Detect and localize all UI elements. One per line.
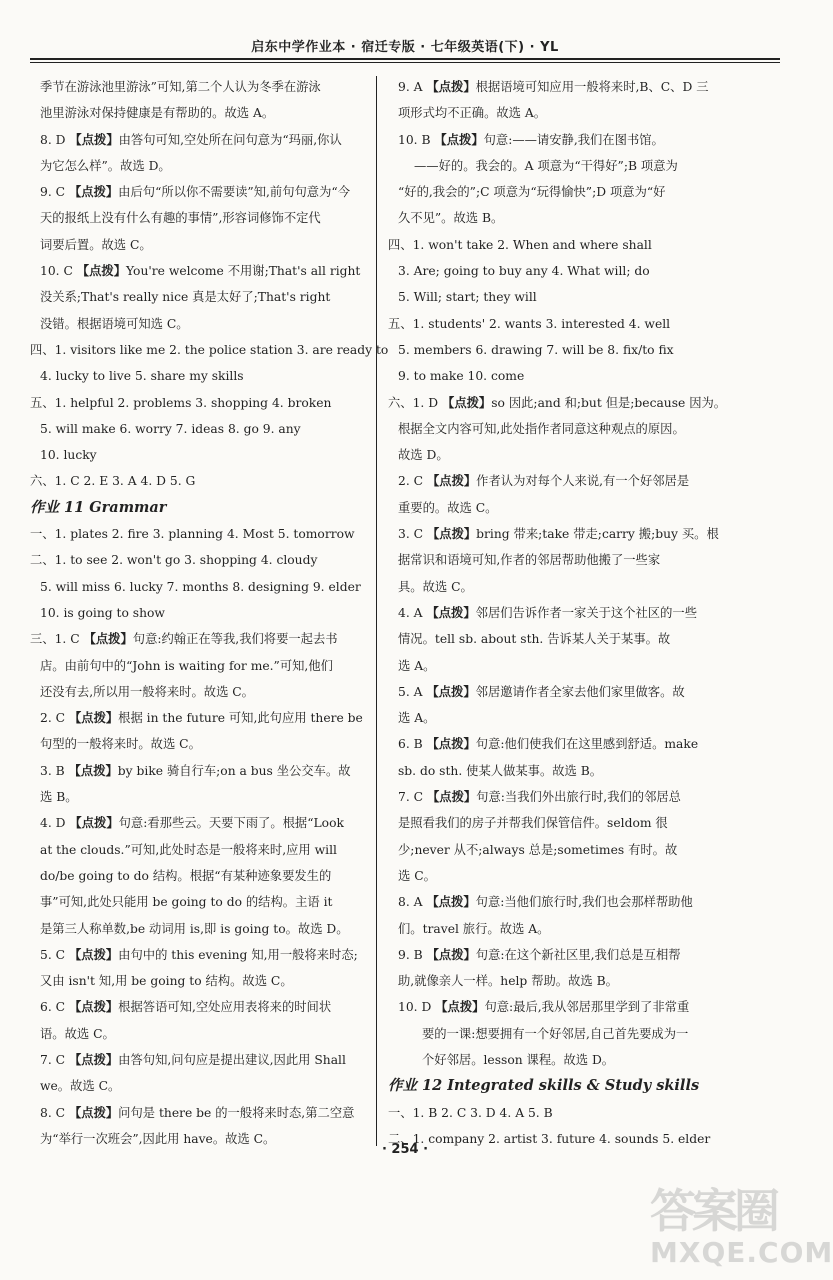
hint-tag: 【点拨】 [426, 80, 476, 94]
answer-line: 5. will miss 6. lucky 7. months 8. designing 9. elder [40, 579, 361, 594]
hint-tag: 【点拨】 [426, 895, 476, 910]
running-header: 启东中学作业本 · 宿迁专版 · 七年级英语(下) · YL [251, 40, 559, 55]
answer-line: 还没有去,所以用一般将来时。故选 C。 [40, 684, 254, 699]
answer-line: 词要后置。故选 C。 [40, 237, 152, 252]
answer-line: 9. B 【点拨】句意:在这个新社区里,我们总是互相帮 [398, 947, 681, 962]
answer-line: 5. will make 6. worry 7. ideas 8. go 9. any [40, 421, 301, 436]
answer-line: 10. D 【点拨】句意:最后,我从邻居那里学到了非常重 [398, 1000, 690, 1015]
answer-line: 10. lucky [40, 448, 97, 463]
answer-line: 助,就像亲人一样。help 帮助。故选 B。 [398, 974, 618, 989]
answer-line: 7. C 【点拨】由答句知,问句应是提出建议,因此用 Shall [40, 1052, 346, 1067]
answer-line: 为它怎么样”。故选 D。 [40, 158, 171, 173]
answer-line: 故选 D。 [398, 448, 449, 463]
hint-tag: 【点拨】 [426, 605, 476, 620]
answer-line: 3. C 【点拨】bring 带来;take 带走;carry 搬;buy 买。根 [398, 527, 719, 542]
answer-line: 项形式均不正确。故选 A。 [398, 106, 547, 121]
left-column [30, 74, 389, 1152]
answer-line: 9. C 【点拨】由后句“所以你不需要读”知,前句句意为“今 [40, 185, 350, 200]
hint-tag: 【点拨】 [434, 132, 484, 147]
page-number: · 254 · [381, 1142, 429, 1157]
answer-line: 久不见”。故选 B。 [398, 211, 504, 226]
answer-line: 据常识和语境可知,作者的邻居帮助他搬了一些家 [398, 553, 661, 568]
hint-tag: 【点拨】 [426, 527, 477, 542]
hint-tag: 【点拨】 [76, 264, 126, 279]
answer-line: 4. A 【点拨】邻居们告诉作者一家关于这个社区的一些 [398, 605, 697, 620]
answer-line: 一、1. B 2. C 3. D 4. A 5. B [388, 1105, 553, 1120]
answer-line: 情况。tell sb. about sth. 告诉某人关于某事。故 [398, 632, 671, 647]
hint-tag: 【点拨】 [442, 395, 492, 410]
answer-line: 9. to make 10. come [398, 369, 525, 384]
answer-line: 8. C 【点拨】问句是 there be 的一般将来时态,第二空意 [40, 1105, 355, 1120]
hint-tag: 【点拨】 [426, 737, 476, 752]
answer-line: 要的一课:想要拥有一个好邻居,自己首先要成为一 [422, 1026, 689, 1041]
answer-line: 池里游泳对保持健康是有帮助的。故选 A。 [40, 106, 275, 121]
answer-line: 6. B 【点拨】句意:他们使我们在这里感到舒适。make [398, 737, 699, 752]
answer-line: 五、1. helpful 2. problems 3. shopping 4. broken [30, 395, 332, 410]
answer-line: 3. Are; going to buy any 4. What will; do [398, 264, 650, 279]
answer-line: 三、1. C 【点拨】句意:约翰正在等我,我们将要一起去书 [30, 632, 338, 647]
answer-line: 语。故选 C。 [40, 1026, 115, 1041]
answer-line: 10. is going to show [40, 605, 165, 620]
answer-line: 选 A。 [398, 711, 436, 726]
answer-line: 四、1. won't take 2. When and where shall [388, 237, 652, 252]
answer-line: 8. D 【点拨】由答句可知,空处所在问句意为“玛丽,你认 [40, 132, 342, 147]
answer-line: 9. A 【点拨】根据语境可知应用一般将来时,B、C、D 三 [398, 80, 709, 94]
answer-line: “好的,我会的”;C 项意为“玩得愉快”;D 项意为“好 [398, 185, 666, 200]
hint-tag: 【点拨】 [435, 1000, 485, 1015]
answer-line: 是第三人称单数,be 动词用 is,即 is going to。故选 D。 [40, 921, 349, 936]
hint-tag: 【点拨】 [83, 632, 133, 647]
answer-line: 重要的。故选 C。 [398, 500, 498, 515]
watermark-logo [650, 1184, 833, 1274]
answer-line: 8. A 【点拨】句意:当他们旅行时,我们也会那样帮助他 [398, 895, 693, 910]
answer-line: 二、1. company 2. artist 3. future 4. sounds 5. elder [388, 1131, 711, 1146]
answer-line: 10. B 【点拨】句意:——请安静,我们在图书馆。 [398, 132, 664, 147]
answer-line: 2. C 【点拨】作者认为对每个人来说,有一个好邻居是 [398, 474, 690, 489]
answer-line: 少;never 从不;always 总是;sometimes 有时。故 [398, 842, 678, 857]
answer-line: 2. C 【点拨】根据 in the future 可知,此句应用 there be [40, 711, 363, 726]
hint-tag: 【点拨】 [426, 474, 477, 489]
section-heading: 作业 12 Integrated skills & Study skills [388, 1077, 700, 1095]
answer-line: we。故选 C。 [40, 1079, 121, 1094]
answer-line: 四、1. visitors like me 2. the police station 3. are ready to [30, 342, 389, 357]
answer-line: 5. C 【点拨】由句中的 this evening 知,用一般将来时态; [40, 947, 358, 962]
header-rule-thin [30, 62, 780, 63]
answer-line: 五、1. students' 2. wants 3. interested 4. well [388, 316, 671, 331]
hint-tag: 【点拨】 [426, 684, 476, 699]
answer-line: 具。故选 C。 [398, 579, 473, 594]
answer-line: 7. C 【点拨】句意:当我们外出旅行时,我们的邻居总 [398, 790, 681, 805]
answer-line: 又由 isn't 知,用 be going to 结构。故选 C。 [40, 974, 293, 989]
answer-line: 们。travel 旅行。故选 A。 [398, 921, 550, 936]
answer-line: ——好的。我会的。A 项意为“干得好”;B 项意为 [414, 158, 678, 173]
answer-line: 店。由前句中的“John is waiting for me.”可知,他们 [40, 658, 333, 673]
section-heading: 作业 11 Grammar [30, 498, 167, 516]
answer-line: 六、1. C 2. E 3. A 4. D 5. G [30, 474, 196, 489]
answer-line: 句型的一般将来时。故选 C。 [40, 737, 201, 752]
answer-line: 二、1. to see 2. won't go 3. shopping 4. cloudy [30, 553, 318, 568]
answer-line: sb. do sth. 使某人做某事。故选 B。 [398, 763, 603, 778]
answer-line: 没关系;That's really nice 真是太好了;That's right [40, 290, 331, 305]
answer-line: 为“举行一次班会”,因此用 have。故选 C。 [40, 1131, 276, 1146]
answer-line: 5. members 6. drawing 7. will be 8. fix/to fix [398, 342, 674, 357]
answer-line: 4. lucky to live 5. share my skills [40, 369, 244, 384]
answer-line: do/be going to do 结构。根据“有某种迹象要发生的 [40, 868, 332, 883]
answer-line: 根据全文内容可知,此处指作者同意这种观点的原因。 [398, 421, 685, 436]
answer-line: 10. C 【点拨】You're welcome 不用谢;That's all right [40, 264, 361, 279]
watermark-text-en: MXQE.COM [650, 1236, 833, 1269]
answer-line: 季节在游泳池里游泳”可知,第二个人认为冬季在游泳 [40, 80, 321, 94]
hint-tag: 【点拨】 [68, 1000, 119, 1015]
answer-line: 选 B。 [40, 790, 78, 805]
header-rule [30, 58, 780, 60]
hint-tag: 【点拨】 [68, 1105, 119, 1120]
answer-line: 选 A。 [398, 658, 436, 673]
answer-line: 六、1. D 【点拨】so 因此;and 和;but 但是;because 因为。 [388, 395, 727, 410]
answer-line: 是照看我们的房子并帮我们保管信件。seldom 很 [398, 816, 668, 831]
hint-tag: 【点拨】 [68, 711, 119, 726]
answer-line: 6. C 【点拨】根据答语可知,空处应用表将来的时间状 [40, 1000, 332, 1015]
answer-line: 个好邻居。lesson 课程。故选 D。 [422, 1052, 615, 1067]
answer-line: 4. D 【点拨】句意:看那些云。天要下雨了。根据“Look [40, 816, 344, 831]
answer-line: 5. Will; start; they will [398, 290, 537, 305]
column-divider [376, 76, 377, 1146]
hint-tag: 【点拨】 [69, 132, 119, 147]
answer-line: 3. B 【点拨】by bike 骑自行车;on a bus 坐公交车。故 [40, 763, 351, 778]
hint-tag: 【点拨】 [68, 763, 118, 778]
answer-line: at the clouds.”可知,此处时态是一般将来时,应用 will [40, 842, 337, 857]
answer-line: 事”可知,此处只能用 be going to do 的结构。主语 it [40, 895, 333, 910]
hint-tag: 【点拨】 [68, 947, 119, 962]
hint-tag: 【点拨】 [68, 185, 119, 200]
hint-tag: 【点拨】 [426, 947, 476, 962]
hint-tag: 【点拨】 [69, 816, 119, 831]
right-column [388, 74, 732, 1152]
answer-line: 选 C。 [398, 868, 436, 883]
answer-line: 一、1. plates 2. fire 3. planning 4. Most 5. tomorrow [30, 527, 355, 542]
hint-tag: 【点拨】 [426, 790, 477, 805]
answer-line: 天的报纸上没有什么有趣的事情”,形容词修饰不定代 [40, 211, 321, 226]
watermark-text-cn: 答案圈 [650, 1184, 776, 1238]
answer-line: 没错。根据语境可知选 C。 [40, 316, 189, 331]
answer-line: 5. A 【点拨】邻居邀请作者全家去他们家里做客。故 [398, 684, 685, 699]
hint-tag: 【点拨】 [68, 1052, 119, 1067]
